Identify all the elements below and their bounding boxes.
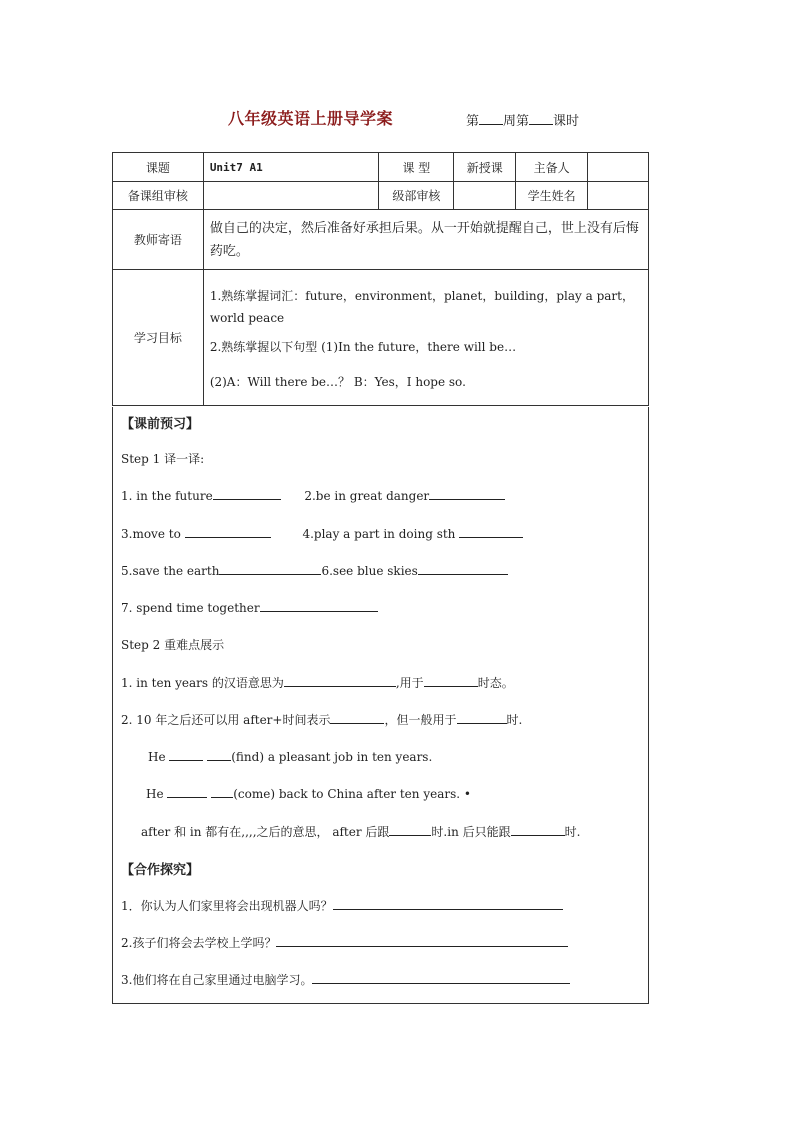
explore-q1 (121, 897, 563, 914)
grade-review-value[interactable] (454, 182, 516, 210)
type-label: 课 型 (379, 153, 454, 182)
point-1 (121, 674, 514, 691)
group-review-value[interactable] (203, 182, 379, 210)
info-table (112, 152, 649, 406)
preparer-label: 主备人 (516, 153, 588, 182)
student-name-value[interactable] (588, 182, 649, 210)
step1-item-3: 3.move to (121, 527, 181, 541)
step1-item-6: 6.see blue skies (321, 564, 418, 578)
step2-title: Step 2 重难点展示 (121, 638, 225, 652)
learning-goals (203, 270, 648, 406)
point-1-text-c: 时态。 (477, 676, 514, 690)
type-value: 新授课 (454, 153, 516, 182)
answer-blank[interactable] (511, 823, 565, 836)
answer-blank[interactable] (213, 487, 281, 500)
usage-note-c: 时. (564, 825, 581, 839)
step1-row-2 (121, 525, 523, 541)
answer-blank[interactable] (429, 487, 505, 500)
step1-row-4 (121, 599, 378, 615)
answer-blank[interactable] (333, 897, 563, 910)
preview-heading: 【课前预习】 (121, 417, 200, 432)
usage-note-a: after 和 in 都有在,,,,之后的意思， after 后跟 (141, 825, 390, 839)
answer-blank[interactable] (260, 599, 378, 612)
step1-row-3 (121, 562, 508, 578)
step1-row-1 (121, 487, 505, 503)
step1-item-5: 5.save the earth (121, 564, 220, 578)
explore-q2-text: 2.孩子们将会去学校上学吗？ (121, 936, 277, 950)
goal-3: (2)A：Will there be…？ B：Yes，I hope so. (209, 375, 466, 389)
student-name-label: 学生姓名 (516, 182, 588, 210)
answer-blank[interactable] (167, 785, 207, 798)
explore-q2 (121, 934, 568, 951)
point-2-text-c: 时. (506, 713, 523, 727)
page-title: 八年级英语上册导学案 (228, 109, 394, 128)
answer-blank[interactable] (418, 562, 508, 575)
usage-note (141, 823, 580, 840)
group-review-label: 备课组审核 (113, 182, 204, 210)
answer-blank[interactable] (276, 934, 568, 947)
week-blank[interactable] (479, 112, 503, 125)
point-2 (121, 711, 522, 728)
example-2-rest: (come) back to China after ten years. (233, 787, 461, 801)
answer-blank[interactable] (424, 674, 478, 687)
answer-blank[interactable] (207, 748, 231, 761)
explore-q3 (121, 971, 570, 988)
step1-item-2: 2.be in great danger (304, 489, 430, 503)
example-1 (148, 748, 432, 764)
answer-blank[interactable] (389, 823, 431, 836)
step1-item-1: 1. in the future (121, 489, 213, 503)
worksheet-body (112, 407, 649, 1004)
point-1-text-b: ,用于 (395, 676, 424, 690)
week-prefix: 第 (466, 114, 480, 129)
example-1-rest: (find) a pleasant job in ten years. (231, 750, 433, 764)
step1-item-4: 4.play a part in doing sth (302, 527, 456, 541)
explore-q3-text: 3.他们将在自己家里通过电脑学习。 (121, 973, 313, 987)
answer-blank[interactable] (284, 674, 396, 687)
example-2 (146, 785, 471, 801)
week-suffix: 课时 (553, 114, 580, 129)
week-lesson-line (466, 110, 579, 129)
grade-review-label: 级部审核 (379, 182, 454, 210)
goals-label: 学习目标 (113, 270, 204, 406)
explore-heading: 【合作探究】 (121, 863, 200, 878)
example-1-subject: He (148, 750, 166, 764)
teacher-motto (203, 210, 648, 270)
answer-blank[interactable] (185, 525, 271, 538)
preparer-value[interactable] (588, 153, 649, 182)
step1-title: Step 1 译一译: (121, 452, 205, 466)
bullet-mark: • (463, 787, 471, 801)
answer-blank[interactable] (330, 711, 384, 724)
motto-text: 做自己的决定，然后准备好承担后果。从一开始就提醒自己，世上没有后悔药吃。 (209, 220, 639, 259)
explore-q1-text: 1．你认为人们家里将会出现机器人吗？ (121, 899, 333, 913)
point-2-text-b: ，但一般用于 (384, 713, 457, 727)
answer-blank[interactable] (312, 971, 570, 984)
week-mid: 周第 (503, 114, 530, 129)
lesson-blank[interactable] (529, 112, 553, 125)
answer-blank[interactable] (459, 525, 523, 538)
topic-label: 课题 (113, 153, 204, 182)
point-2-text-a: 2. 10 年之后还可以用 after+时间表示 (121, 713, 331, 727)
answer-blank[interactable] (169, 748, 203, 761)
step1-item-7: 7. spend time together (121, 601, 260, 615)
topic-value: Unit7 A1 (203, 153, 379, 182)
point-1-text-a: 1. in ten years 的汉语意思为 (121, 676, 284, 690)
goal-1: 1.熟练掌握词汇：future，environment，planet，building，play a part，world peace (209, 289, 634, 325)
answer-blank[interactable] (219, 562, 321, 575)
goal-2: 2.熟练掌握以下句型 (1)In the future，there will be… (209, 340, 517, 354)
usage-note-b: 时.in 后只能跟 (431, 825, 511, 839)
example-2-subject: He (146, 787, 164, 801)
motto-label: 教师寄语 (113, 210, 204, 270)
answer-blank[interactable] (211, 785, 233, 798)
answer-blank[interactable] (457, 711, 507, 724)
